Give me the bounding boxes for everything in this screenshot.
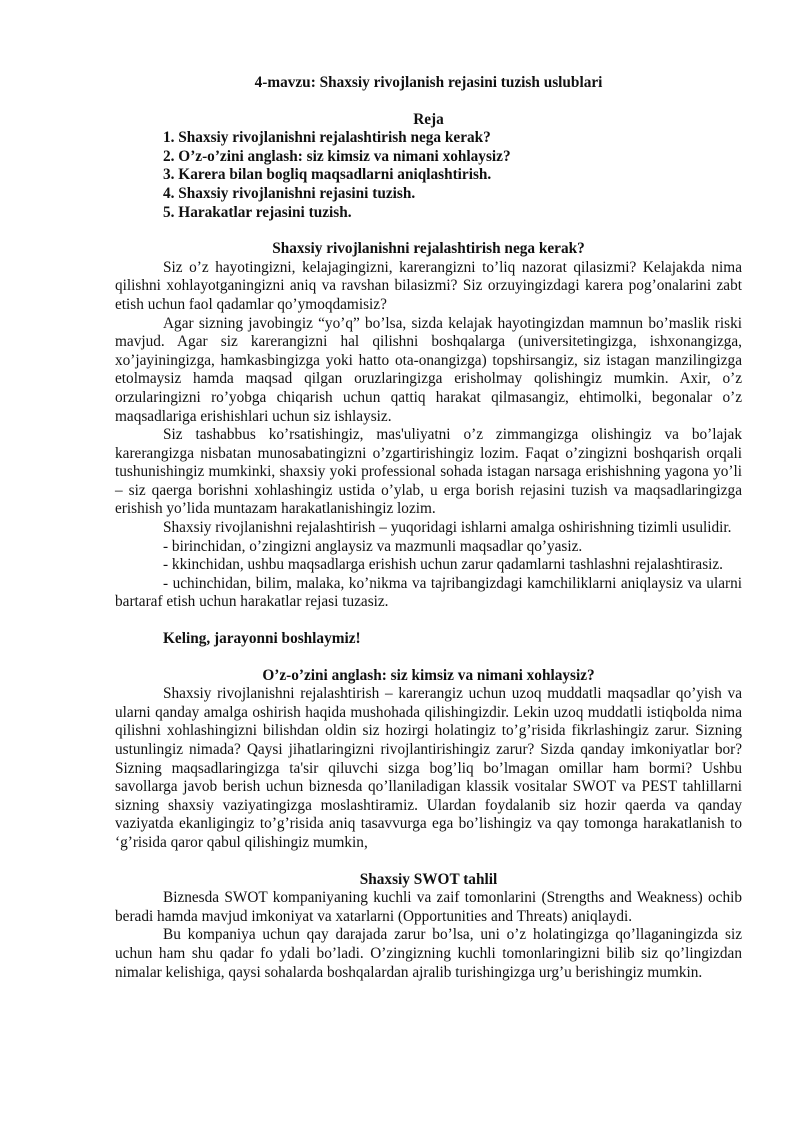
plan-item: 3. Karera bilan bogliq maqsadlarni aniqlashtirish.: [163, 166, 492, 184]
plan-item: 1. Shaxsiy rivojlanishni rejalashtirish nega kerak?: [163, 129, 491, 147]
section-heading: O’z-o’zini anglash: siz kimsiz va nimani xohlaysiz?: [262, 666, 595, 684]
paragraph: Siz tashabbus ko’rsatishingiz, mas'uliyatni o’z zimmangizga olishingiz va bo’lajak karerangizga nisbatan munosabatingizni o’zgartirishingiz lozim. Faqat o’zingizni boshqarish orqali tushunishingiz mumkinki, shaxsiy yoki professional sohada istagan narsaga erishishning yagona yo’li – siz qaerga borishni xohlashingiz ustida o’ylab, u erga borish rejasini tuzish va maqsadlaringizga erishish yo’lida muntazam harakatlanishingiz lozim.: [115, 426, 742, 518]
plan-item: 5. Harakatlar rejasini tuzish.: [163, 203, 352, 221]
list-item: - birinchidan, o’zingizni anglaysiz va mazmunli maqsadlar qo’yasiz.: [163, 537, 583, 555]
paragraph: Agar sizning javobingiz “yo’q” bo’lsa, sizda kelajak hayotingizdan mamnun bo’maslik riski mavjud. Agar siz karerangizni hal qilishni boshqalarga (universitetingizga, ishxonangizga, xo’jayiningizga, hamkasbingizga yoki hatto ota-onangizga) topshirsangiz, siz istagan manzilingizga etolmaysiz hamda maqsad qilgan oruzlaringizga erisholmay qolishingiz mumkin. Axir, o’z orzularingizni ro’yobga chiqarish uchun qattiq harakat qilmasangiz, ehtimolki, begonalar o’z maqsadlariga erishishlari uchun siz ishlaysiz.: [115, 314, 742, 425]
plan-item: 4. Shaxsiy rivojlanishni rejasini tuzish.: [163, 184, 416, 202]
section-heading: Shaxsiy SWOT tahlil: [359, 870, 498, 888]
spacer: [115, 853, 742, 871]
paragraph: Shaxsiy rivojlanishni rejalashtirish – yuqoridagi ishlarni amalga oshirishning tizimli usulidir.: [163, 519, 732, 537]
plan-item: 2. O’z-o’zini anglash: siz kimsiz va nimani xohlaysiz?: [163, 147, 511, 165]
section-heading: Shaxsiy rivojlanishni rejalashtirish nega kerak?: [272, 240, 585, 258]
paragraph: Siz o’z hayotingizni, kelajagingizni, karerangizni to’liq nazorat qilasizmi? Kelajakda nima qilishni xohlayotganingizni aniq va ravshan bilasizmi? Siz orzuyingizdagi karera pog’onalarini zabt etish uchun faol qadamlar qo’ymoqdamisiz?: [115, 258, 742, 313]
paragraph: Bu kompaniya uchun qay darajada zarur bo’lsa, uni o’z holatingizga qo’llaganingizda siz uchun ham shu qadar fo ydali bo’ladi. O’zingizning kuchli tomonlaringizni bilib siz qo’lingizdan nimalar kelishiga, qaysi sohalarda boshqalardan ajralib turishingizga urg’u berishingiz mumkin.: [115, 926, 742, 981]
list-item: - kkinchidan, ushbu maqsadlarga erishish uchun zarur qadamlarni tashlashni rejalashtirasiz.: [163, 556, 724, 574]
callout-text: Keling, jarayonni boshlaymiz!: [163, 630, 361, 648]
document-title: 4-mavzu: Shaxsiy rivojlanish rejasini tuzish uslublari: [254, 74, 603, 91]
plan-heading: Reja: [413, 110, 444, 128]
paragraph: Shaxsiy rivojlanishni rejalashtirish – karerangiz uchun uzoq muddatli maqsadlar qo’yish va ularni qanday amalga oshirish haqida mushohada qilishingizdir. Lekin uzoq muddatli istiqbolda nima qilishni xohlashingizni bilishdan oldin siz hozirgi holatingiz to’g’risida fikrlashingiz zarur. Sizning ustunlingiz nimada? Qaysi jihatlaringizni rivojlantirishingiz zarur? Sizda qanday imkoniyatlar bor? Sizning maqsadlaringizga ta'sir qiluvchi sizga bog’liq bo’lmagan omillar ham bormi? Ushbu savollarga javob berish uchun biznesda qo’llaniladigan klassik vositalar SWOT va PEST tahlillarni sizning shaxsiy vaziyatingizga moslashtiramiz. Ulardan foydalanib siz hozir qaerda va qanday vaziyatda ekanligingiz to’g’risida aniq tasavvurga ega bo’lishingiz va qay tomonga harakatlanish to ‘g’risida qaror qabul qilishingiz mumkin,: [115, 685, 742, 851]
paragraph: Biznesda SWOT kompaniyaning kuchli va zaif tomonlarini (Strengths and Weakness) ochib beradi hamda mavjud imkoniyat va xatarlarni (Opportunities and Threats) aniqlaydi.: [115, 889, 742, 925]
plan-list: [115, 129, 742, 222]
list-item: - uchinchidan, bilim, malaka, ko’nikma va tajribangizdagi kamchiliklarni aniqlaysiz va ularni bartaraf etish uchun harakatlar rejasi tuzasiz.: [115, 574, 742, 611]
